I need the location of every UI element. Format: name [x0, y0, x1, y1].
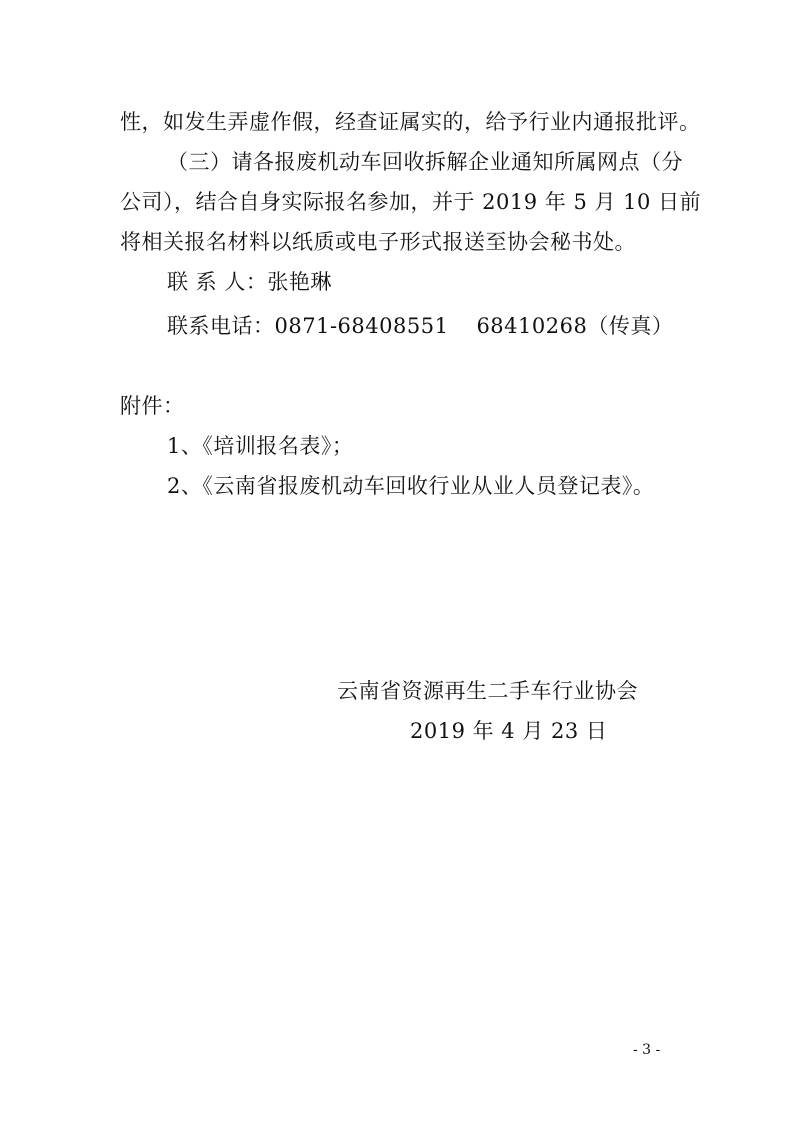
attachments-title: 附件：	[120, 394, 185, 418]
paragraph-continuation: 性，如发生弄虚作假，经查证属实的，给予行业内通报批评。	[120, 110, 701, 134]
contact-person: 联 系 人：张艳琳	[167, 270, 332, 294]
contact-fax-number: 68410268（传真）	[476, 314, 674, 338]
item3-line-2: 公司），结合自身实际报名参加，并于 2019 年 5 月 10 日前	[120, 190, 702, 214]
contact-phone-label: 联系电话：	[167, 314, 275, 338]
attachment-item-1: 1、《培训报名表》；	[167, 434, 354, 458]
attachment-item-2: 2、《云南省报废机动车回收行业从业人员登记表》。	[167, 474, 655, 498]
page-number: - 3 -	[633, 1042, 661, 1058]
item3-line-3: 将相关报名材料以纸质或电子形式报送至协会秘书处。	[120, 230, 636, 254]
signature-organization: 云南省资源再生二手车行业协会	[337, 679, 638, 703]
contact-phone-line	[167, 312, 673, 340]
signature-date: 2019 年 4 月 23 日	[410, 719, 608, 743]
item3-line-1: （三）请各报废机动车回收拆解企业通知所属网点（分	[167, 150, 683, 174]
contact-phone-number: 0871-68408551	[274, 314, 449, 338]
